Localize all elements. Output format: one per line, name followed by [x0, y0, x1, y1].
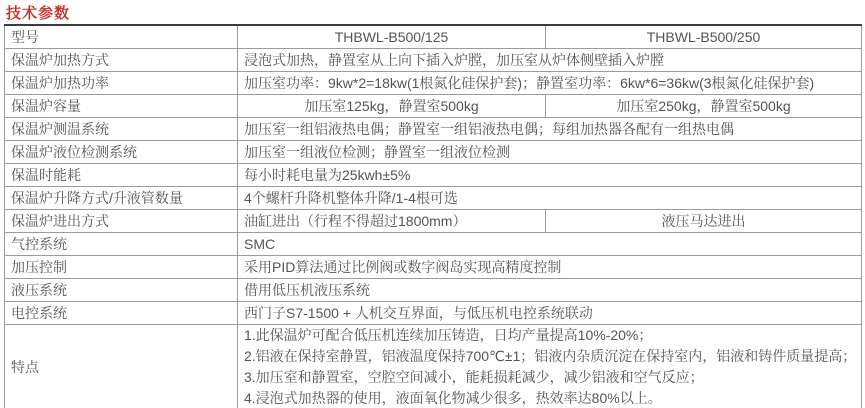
table-row-electric-control [5, 302, 862, 325]
row-label: 保温炉进出方式 [5, 210, 238, 233]
capacity-value-2: 加压室250kg，静置室500kg [546, 95, 862, 118]
row-value: SMC [238, 233, 862, 256]
table-row-energy-consumption [5, 164, 862, 187]
spec-table [4, 24, 862, 408]
table-row-heating-power [5, 72, 862, 95]
features-list [238, 325, 862, 408]
row-value: 每小时耗电量为25kwh±5% [238, 164, 862, 187]
row-value: 4个螺杆升降机整体升降/1-4根可选 [238, 187, 862, 210]
row-value: 浸泡式加热，静置室从上向下插入炉膛，加压室从炉体侧壁插入炉膛 [238, 49, 862, 72]
table-row-temp-measurement [5, 118, 862, 141]
row-label: 保温时能耗 [5, 164, 238, 187]
row-label: 型号 [5, 25, 238, 49]
feature-line-2: 2.铝液在保持室静置，铝液温度保持700℃±1；铝液内杂质沉淀在保持室内，铝液和铸件质量提高； [244, 348, 857, 364]
row-value: 借用低压机液压系统 [238, 279, 862, 302]
row-value: 加压室功率：9kw*2=18kw(1根氮化硅保护套)；静置室功率：6kw*6=36kw(3根氮化硅保护套) [238, 72, 862, 95]
page-title: 技术参数 [6, 5, 71, 22]
feature-line-4: 4.浸泡式加热器的使用，液面氧化物减少很多，热效率达80%以上。 [244, 390, 662, 406]
table-row-pressure-control [5, 256, 862, 279]
capacity-value-1: 加压室125kg，静置室500kg [238, 95, 546, 118]
row-label: 气控系统 [5, 233, 238, 256]
in-out-value-1: 油缸进出（行程不得超过1800mm） [238, 210, 546, 233]
row-label: 加压控制 [5, 256, 238, 279]
feature-line-3: 3.加压室和静置室，空腔空间减小，能耗损耗减少，减少铝液和空气反应； [244, 369, 704, 385]
row-label: 特点 [5, 325, 238, 408]
row-label: 电控系统 [5, 302, 238, 325]
row-value: 西门子S7-1500 + 人机交互界面，与低压机电控系统联动 [238, 302, 862, 325]
row-value: 加压室一组铝液热电偶；静置室一组铝液热电偶；每组加热器各配有一组热电偶 [238, 118, 862, 141]
table-row-lifting-method [5, 187, 862, 210]
in-out-value-2: 液压马达进出 [546, 210, 862, 233]
row-label: 保温炉液位检测系统 [5, 141, 238, 164]
row-label: 保温炉加热方式 [5, 49, 238, 72]
model-value-1: THBWL-B500/125 [238, 25, 546, 49]
table-row-level-detection [5, 141, 862, 164]
table-row-capacity [5, 95, 862, 118]
table-row-features [5, 325, 862, 408]
row-label: 保温炉升降方式/升液管数量 [5, 187, 238, 210]
feature-line-1: 1.此保温炉可配合低压机连续加压铸造，日均产量提高10%-20%； [244, 327, 653, 343]
row-label: 保温炉测温系统 [5, 118, 238, 141]
row-value: 采用PID算法通过比例阀或数字阀岛实现高精度控制 [238, 256, 862, 279]
row-value: 加压室一组液位检测；静置室一组液位检测 [238, 141, 862, 164]
table-row-heating-method [5, 49, 862, 72]
row-label: 保温炉容量 [5, 95, 238, 118]
table-row-pneumatic-system [5, 233, 862, 256]
table-row-model [5, 25, 862, 49]
row-label: 液压系统 [5, 279, 238, 302]
table-row-in-out-method [5, 210, 862, 233]
table-row-hydraulic-system [5, 279, 862, 302]
row-label: 保温炉加热功率 [5, 72, 238, 95]
model-value-2: THBWL-B500/250 [546, 25, 862, 49]
